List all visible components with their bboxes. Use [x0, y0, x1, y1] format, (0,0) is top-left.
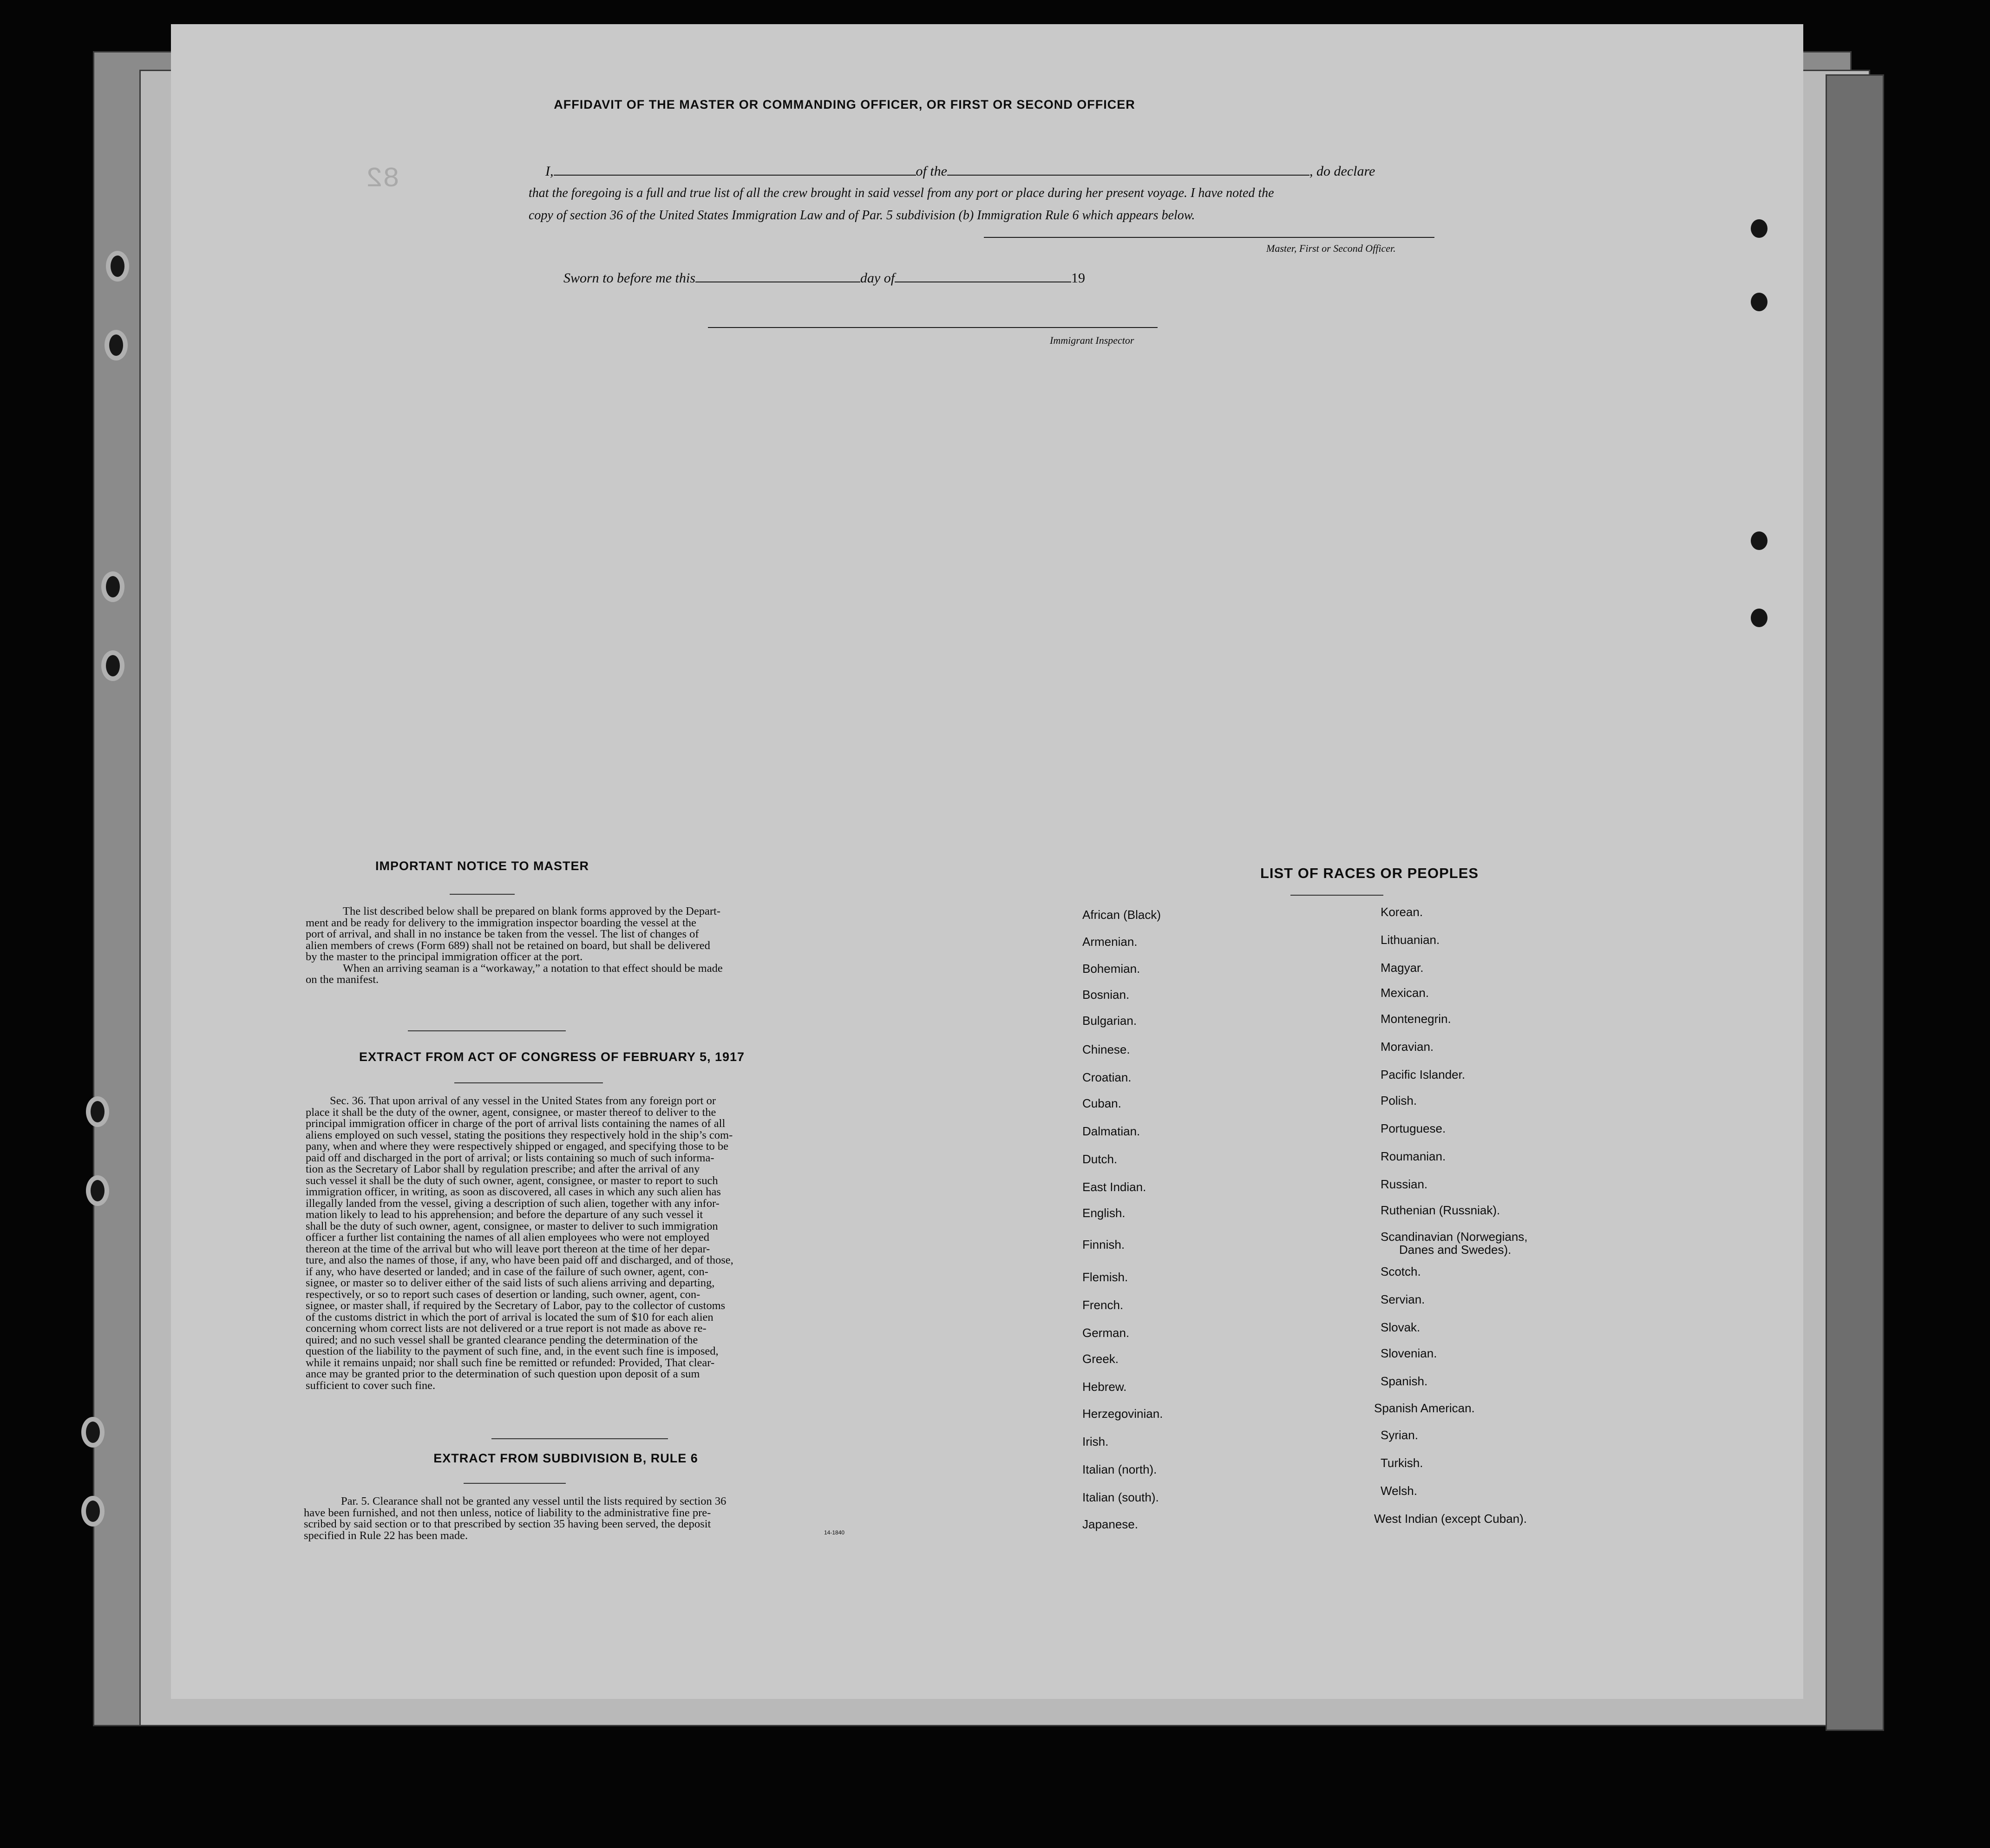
sworn-label: Sworn to before me this — [563, 270, 695, 286]
divider — [464, 1483, 566, 1484]
inspector-signature-caption: Immigrant Inspector — [1050, 334, 1134, 346]
declaration-line — [545, 164, 1614, 179]
act-line: thereon at the time of the arrival but who will leave port thereon at the time of her depar- — [306, 1242, 710, 1255]
divider — [450, 894, 515, 895]
binder-hole — [86, 1096, 109, 1127]
race-item: Slovenian. — [1381, 1346, 1437, 1360]
races-title: LIST OF RACES OR PEOPLES — [1260, 865, 1479, 881]
document-page — [171, 24, 1803, 1699]
act-line: such vessel it shall be the duty of such owner, agent, consignee, or master to report to such — [306, 1174, 718, 1187]
master-signature-caption: Master, First or Second Officer. — [1266, 242, 1396, 254]
race-item: French. — [1082, 1298, 1124, 1312]
race-item: Finnish. — [1082, 1238, 1125, 1252]
race-item: Moravian. — [1381, 1040, 1434, 1054]
act-line: aliens employed on such vessel, stating the positions they respectively hold in the ship’s com- — [306, 1128, 733, 1141]
punch-hole — [1751, 531, 1767, 550]
race-item: Italian (north). — [1082, 1462, 1157, 1476]
binder-hole — [86, 1175, 109, 1206]
act-line: signee, or master so to deliver either of the said lists of such aliens arriving and departing, — [306, 1277, 715, 1289]
binder-hole — [106, 251, 129, 282]
act-line: signee, or master shall, if required by the Secretary of Labor, pay to the collector of customs — [306, 1299, 726, 1312]
race-item: Welsh. — [1381, 1484, 1417, 1498]
race-item: Dutch. — [1082, 1152, 1118, 1166]
race-item: Scotch. — [1381, 1265, 1421, 1278]
race-item: Bosnian. — [1082, 988, 1130, 1002]
race-item: West Indian (except Cuban). — [1374, 1512, 1527, 1526]
punch-hole — [1751, 609, 1767, 627]
act-line: illegally landed from the vessel, giving a description of such alien, together with any infor- — [306, 1197, 720, 1210]
day-of-label: day of — [860, 270, 895, 286]
binder-hole — [81, 1417, 105, 1448]
race-item: Korean. — [1381, 905, 1423, 919]
notice-line: on the manifest. — [306, 973, 379, 986]
binder-hole — [81, 1496, 105, 1527]
punch-hole — [1751, 219, 1767, 238]
declare-of-the-label: of the — [916, 164, 947, 179]
race-item: Mexican. — [1381, 986, 1429, 1000]
race-item: Herzegovinian. — [1082, 1407, 1163, 1421]
act-line: while it remains unpaid; nor shall such fine be remitted or refunded: Provided, That clear- — [306, 1356, 715, 1369]
notice-line: alien members of crews (Form 689) shall not be retained on board, but shall be delivered — [306, 939, 710, 952]
notice-line: by the master to the principal immigration officer at the port. — [306, 950, 583, 963]
race-item: Bohemian. — [1082, 962, 1140, 976]
divider — [408, 1030, 566, 1031]
punch-hole — [1751, 293, 1767, 311]
sworn-line — [563, 270, 1085, 286]
race-item: Ruthenian (Russniak). — [1381, 1203, 1500, 1217]
race-item: Servian. — [1381, 1292, 1425, 1306]
act-line: ance may be granted prior to the determination of such question upon deposit of a sum — [306, 1368, 700, 1380]
act-line: ture, and also the names of those, if any, who have been paid off and discharged, and of those, — [306, 1254, 733, 1266]
race-item: Syrian. — [1381, 1428, 1418, 1442]
declare-end-label: , do declare — [1309, 164, 1375, 179]
race-item: Russian. — [1381, 1177, 1428, 1191]
act-line: shall be the duty of such owner, agent, consignee, or master to deliver to such immigration — [306, 1219, 718, 1232]
rule-line: specified in Rule 22 has been made. — [304, 1529, 468, 1542]
affidavit-text-line: copy of section 36 of the United States Immigration Law and of Par. 5 subdivision (b) Immigration Rule 6 which appears below. — [529, 208, 1195, 223]
race-item: Portuguese. — [1381, 1121, 1446, 1135]
affidavit-text-line: that the foregoing is a full and true list of all the crew brought in said vessel from any port or place during her present voyage. I have noted the — [529, 186, 1274, 200]
race-item: Montenegrin. — [1381, 1012, 1451, 1026]
inspector-signature-line — [708, 327, 1158, 328]
race-item: Lithuanian. — [1381, 933, 1440, 947]
act-line: question of the liability to the payment of such fine, and, in the event such fine is imposed, — [306, 1345, 719, 1357]
race-item: Slovak. — [1381, 1320, 1420, 1334]
race-item: Flemish. — [1082, 1270, 1128, 1284]
rule-line: have been furnished, and not then unless, notice of liability to the administrative fine pre- — [304, 1506, 711, 1519]
race-item: Chinese. — [1082, 1042, 1130, 1056]
rule-line: scribed by said section or to that prescribed by section 35 having been served, the deposit — [304, 1518, 711, 1530]
binder-hole — [101, 571, 124, 602]
act-extract-title: EXTRACT FROM ACT OF CONGRESS OF FEBRUARY 5, 1917 — [359, 1050, 745, 1064]
race-item: Roumanian. — [1381, 1149, 1446, 1163]
race-item: Scandinavian (Norwegians, — [1381, 1230, 1528, 1244]
act-line: concerning whom correct lists are not delivered or a true report is not made as above re- — [306, 1322, 707, 1335]
binder-hole — [101, 650, 124, 681]
act-extract-body — [306, 1095, 854, 1391]
race-item: Polish. — [1381, 1094, 1417, 1107]
act-line: principal immigration officer in charge of the port of arrival lists containing the names of all — [306, 1117, 726, 1130]
notice-line: port of arrival, and shall in no instance be taken from the vessel. The list of changes of — [306, 928, 699, 940]
notice-line: When an arriving seaman is a “workaway,” a notation to that effect should be made — [343, 962, 723, 975]
divider — [454, 1082, 603, 1083]
divider — [1290, 895, 1383, 896]
race-item: Greek. — [1082, 1352, 1119, 1366]
act-line: paid off and discharged in the port of arrival; or lists containing so much of such informa- — [306, 1151, 714, 1164]
race-item: Italian (south). — [1082, 1490, 1159, 1504]
race-item: Spanish American. — [1374, 1401, 1475, 1415]
binder-hole — [105, 330, 128, 360]
race-item: Hebrew. — [1082, 1380, 1127, 1394]
act-line: officer a further list containing the names of all alien employees who were not employed — [306, 1231, 710, 1244]
name-blank — [554, 175, 916, 176]
race-item: Irish. — [1082, 1435, 1109, 1448]
divider — [491, 1438, 668, 1439]
notice-line: The list described below shall be prepared on blank forms approved by the Depart- — [343, 905, 720, 917]
master-signature-line — [984, 237, 1434, 238]
notice-title: IMPORTANT NOTICE TO MASTER — [375, 859, 589, 873]
affidavit-title: AFFIDAVIT OF THE MASTER OR COMMANDING OFFICER, OR FIRST OR SECOND OFFICER — [554, 98, 1135, 111]
act-line: Sec. 36. That upon arrival of any vessel in the United States from any foreign port or — [330, 1094, 716, 1107]
race-item: Pacific Islander. — [1381, 1068, 1466, 1081]
race-item: Dalmatian. — [1082, 1124, 1140, 1138]
underlying-page-edge — [1826, 74, 1884, 1731]
race-item: Turkish. — [1381, 1456, 1423, 1470]
page-number: 82 — [366, 164, 400, 195]
race-item-continuation: Danes and Swedes). — [1399, 1243, 1512, 1257]
act-line: if any, who have deserted or landed; and in case of the failure of such owner, agent, con- — [306, 1265, 708, 1278]
act-line: pany, when and where they were respectively shipped or engaged, and specifying those to be — [306, 1140, 729, 1153]
notice-line: ment and be ready for delivery to the immigration inspector boarding the vessel at the — [306, 916, 696, 929]
act-line: respectively, or so to report such cases of desertion or landing, such owner, agent, con- — [306, 1288, 700, 1301]
race-item: Spanish. — [1381, 1374, 1428, 1388]
race-item: German. — [1082, 1326, 1130, 1340]
declare-i-label: I, — [545, 164, 554, 179]
race-item: English. — [1082, 1206, 1126, 1220]
race-item: Bulgarian. — [1082, 1014, 1137, 1028]
year-prefix: 19 — [1071, 270, 1086, 286]
act-line: quired; and no such vessel shall be granted clearance pending the determination of the — [306, 1333, 698, 1346]
race-item: Magyar. — [1381, 961, 1424, 975]
act-line: sufficient to cover such fine. — [306, 1379, 436, 1392]
race-item: African (Black) — [1082, 908, 1161, 922]
act-line: immigration officer, in writing, as soon as discovered, all cases in which any such alien has — [306, 1186, 721, 1198]
notice-body — [306, 906, 854, 986]
race-item: East Indian. — [1082, 1180, 1146, 1194]
rule-extract-title: EXTRACT FROM SUBDIVISION B, RULE 6 — [433, 1451, 698, 1465]
rule-extract-body — [304, 1496, 852, 1541]
vessel-blank — [947, 175, 1309, 176]
act-line: tion as the Secretary of Labor shall by regulation prescribe; and after the arrival of any — [306, 1163, 700, 1175]
act-line: of the customs district in which the port of arrival is located the sum of $10 for each alien — [306, 1311, 714, 1324]
race-item: Cuban. — [1082, 1096, 1121, 1110]
act-line: place it shall be the duty of the owner, agent, consignee, or master thereof to deliver to the — [306, 1106, 716, 1119]
act-line: mation likely to lead to his apprehension; and before the departure of any such vessel it — [306, 1208, 703, 1221]
race-item: Armenian. — [1082, 935, 1138, 949]
rule-line: Par. 5. Clearance shall not be granted any vessel until the lists required by section 36 — [341, 1495, 727, 1507]
race-item: Croatian. — [1082, 1070, 1132, 1084]
race-item: Japanese. — [1082, 1517, 1138, 1531]
form-number: 14-1840 — [824, 1529, 845, 1536]
